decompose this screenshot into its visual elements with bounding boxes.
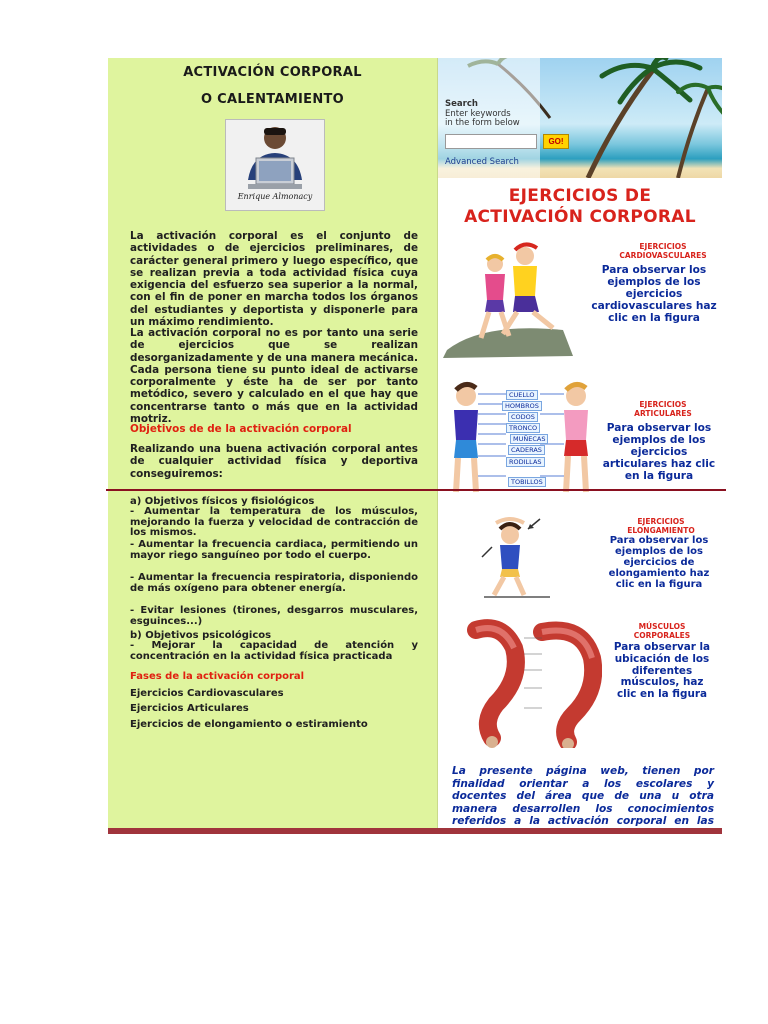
stretch-label: EJERCICIOS ELONGAMIENTO bbox=[627, 517, 695, 535]
objectives-intro: Realizando una buena activación corporal antes de cualquier actividad física y deportiva conseguiremos: bbox=[130, 443, 418, 480]
muscles-instructions[interactable]: Para observar la ubicación de los diferentes músculos, haz clic en la figura bbox=[613, 641, 711, 701]
search-input[interactable] bbox=[445, 134, 537, 149]
muscles-label: MÚSCULOS CORPORALES bbox=[633, 622, 691, 640]
exercises-title-line2: ACTIVACIÓN CORPORAL bbox=[464, 207, 696, 227]
website-purpose-text: La presente página web, tienen por finalidad orientar a los escolares y docentes del área que de una u otra manera desarrollen los conocimientos referidos a la activación corporal en las bbox=[452, 765, 714, 827]
cardio-instructions[interactable]: Para observar los ejemplos de los ejercicios cardiovasculares haz clic en la figura bbox=[591, 264, 717, 324]
objective-b1: - Mejorar la capacidad de atención y concentración en la actividad física practicada bbox=[130, 640, 418, 662]
link-cardiovascular[interactable]: Ejercicios Cardiovasculares bbox=[130, 688, 284, 699]
go-button[interactable]: GO! bbox=[543, 134, 569, 149]
advanced-search-link[interactable]: Advanced Search bbox=[445, 157, 519, 167]
taskbar-strip bbox=[108, 828, 722, 834]
author-photo bbox=[225, 119, 325, 211]
right-column bbox=[438, 58, 722, 834]
body-part-wrists: MUÑECAS bbox=[510, 434, 548, 444]
stretch-instructions[interactable]: Para observar los ejemplos de los ejercicios de elongamiento haz clic en la figura bbox=[608, 535, 710, 590]
objectives-a-title: a) Objetivos físicos y fisiológicos bbox=[130, 496, 315, 507]
objectives-b-title: b) Objetivos psicológicos bbox=[130, 630, 272, 641]
page-break-line bbox=[106, 489, 726, 491]
photo-signature: Enrique Almonacy bbox=[237, 192, 313, 201]
phases-heading[interactable]: Fases de la activación corporal bbox=[130, 671, 305, 682]
stretch-figure[interactable] bbox=[480, 513, 560, 599]
body-part-knees: RODILLAS bbox=[506, 457, 545, 467]
document-page bbox=[108, 58, 722, 834]
search-hint1: Enter keywords bbox=[445, 109, 511, 119]
search-header-banner bbox=[438, 58, 722, 178]
page-title-line1: ACTIVACIÓN CORPORAL bbox=[183, 65, 362, 80]
body-part-elbows: CODOS bbox=[508, 412, 538, 422]
link-articulares[interactable]: Ejercicios Articulares bbox=[130, 703, 249, 714]
objective-a1: - Aumentar la temperatura de los músculos, mejorando la fuerza y velocidad de contracción de los mismos. bbox=[130, 506, 418, 538]
body-part-shoulders: HOMBROS bbox=[502, 401, 542, 411]
muscles-figure[interactable] bbox=[462, 618, 602, 748]
objective-a2: - Aumentar la frecuencia cardiaca, permitiendo un mayor riego sanguíneo por todo el cuerpo. bbox=[130, 539, 418, 561]
cardio-label: EJERCICIOS CARDIOVASCULARES bbox=[619, 242, 707, 260]
joints-label: EJERCICIOS ARTICULARES bbox=[634, 400, 692, 418]
exercises-title-line1: EJERCICIOS DE bbox=[508, 186, 652, 206]
second-paragraph: La activación corporal no es por tanto una serie de ejercicios que se realizan desorganizadamente y de una manera mecánica. Cada persona tiene su punto ideal de activarse corporalmente y éste ha de ser por tanto metódico, severo y calculado en el que hay que concentrarse tanto o más que en la actividad motriz. bbox=[130, 327, 418, 426]
body-part-hips: CADERAS bbox=[508, 445, 545, 455]
body-part-ankles: TOBILLOS bbox=[508, 477, 546, 487]
exercises-title bbox=[438, 186, 722, 228]
cardio-figure[interactable] bbox=[443, 238, 583, 358]
left-column bbox=[108, 58, 438, 834]
link-elongamiento[interactable]: Ejercicios de elongamiento o estiramiento bbox=[130, 719, 368, 730]
objectives-heading[interactable]: Objetivos de de la activación corporal bbox=[130, 423, 352, 435]
search-hint2: in the form below bbox=[445, 118, 520, 128]
search-label: Search bbox=[445, 99, 478, 109]
body-part-neck: CUELLO bbox=[506, 390, 538, 400]
objective-a4: - Evitar lesiones (tirones, desgarros musculares, esguinces...) bbox=[130, 605, 418, 627]
objective-a3: - Aumentar la frecuencia respiratoria, disponiendo de más oxígeno para obtener energía. bbox=[130, 572, 418, 594]
joints-instructions[interactable]: Para observar los ejemplos de los ejercicios articulares haz clic en la figura bbox=[602, 422, 716, 482]
body-part-trunk: TRONCO bbox=[506, 423, 540, 433]
intro-paragraph: La activación corporal es el conjunto de actividades o de ejercicios preliminares, de carácter general primero y luego específico, que se realizan previa a toda actividad física cuya exigencia del esfuerzo sea superior a la normal, con el fin de poner en marcha todos los órganos del estudiantes y deportista y disponerle para un máximo rendimiento. bbox=[130, 230, 418, 329]
page-title-line2: O CALENTAMIENTO bbox=[200, 92, 345, 107]
